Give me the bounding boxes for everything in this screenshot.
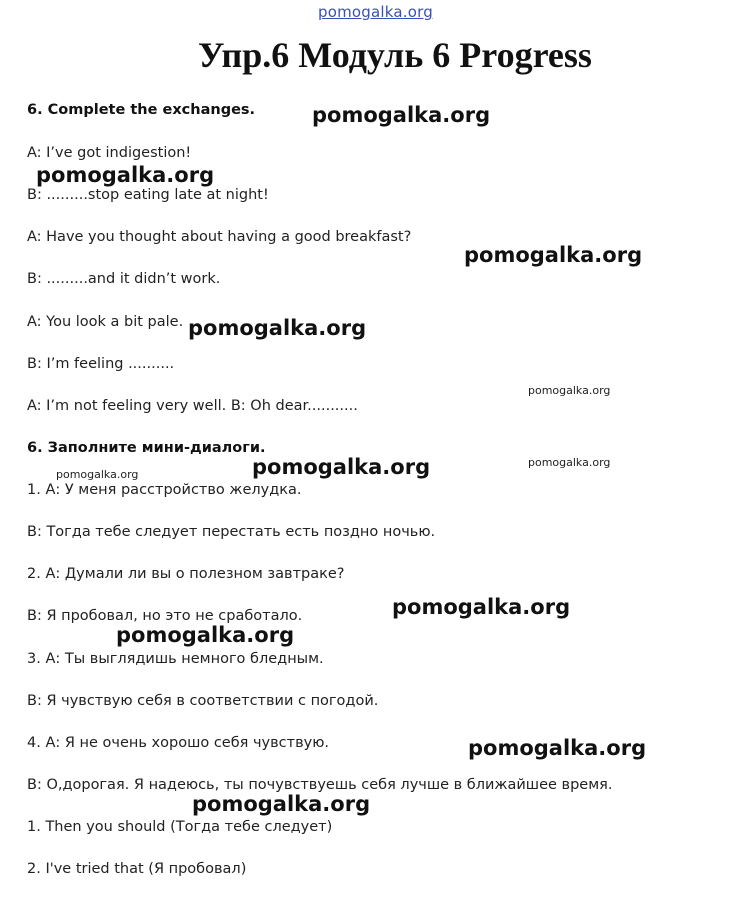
russian-line-3: 2. А: Думали ли вы о полезном завтраке? [27, 566, 345, 582]
russian-line-6: В: Я чувствую себя в соответствии с погодой. [27, 693, 379, 709]
english-line-7: A: I’m not feeling very well. B: Oh dear........... [27, 398, 358, 414]
watermark: pomogalka.org [192, 792, 371, 816]
english-line-3: A: Have you thought about having a good breakfast? [27, 229, 412, 245]
watermark: pomogalka.org [392, 595, 571, 619]
english-heading: 6. Complete the exchanges. [27, 102, 256, 118]
watermark: pomogalka.org [464, 243, 643, 267]
russian-line-5: 3. А: Ты выглядишь немного бледным. [27, 651, 324, 667]
watermark: pomogalka.org [56, 468, 139, 481]
watermark: pomogalka.org [468, 736, 647, 760]
watermark: pomogalka.org [528, 384, 611, 397]
russian-line-1: 1. А: У меня расстройство желудка. [27, 482, 302, 498]
answer-line-1: 1. Then you should (Тогда тебе следует) [27, 819, 333, 835]
english-line-4: B: .........and it didn’t work. [27, 271, 221, 287]
watermark: pomogalka.org [252, 455, 431, 479]
watermark: pomogalka.org [188, 316, 367, 340]
page-title: Упр.6 Модуль 6 Progress [198, 35, 592, 75]
russian-heading: 6. Заполните мини-диалоги. [27, 440, 266, 456]
site-link[interactable]: pomogalka.org [318, 3, 433, 21]
russian-line-4: В: Я пробовал, но это не сработало. [27, 608, 303, 624]
watermark: pomogalka.org [312, 103, 491, 127]
watermark: pomogalka.org [528, 456, 611, 469]
watermark: pomogalka.org [116, 623, 295, 647]
english-line-1: A: I’ve got indigestion! [27, 145, 192, 161]
answer-line-2: 2. I've tried that (Я пробовал) [27, 861, 247, 877]
english-line-2: B: .........stop eating late at night! [27, 187, 269, 203]
russian-line-7: 4. А: Я не очень хорошо себя чувствую. [27, 735, 330, 751]
english-line-6: B: I’m feeling .......... [27, 356, 175, 372]
russian-line-8: В: О,дорогая. Я надеюсь, ты почувствуешь себя лучше в ближайшее время. [27, 777, 613, 793]
watermark: pomogalka.org [36, 163, 215, 187]
russian-line-2: В: Тогда тебе следует перестать есть поздно ночью. [27, 524, 436, 540]
english-line-5: A: You look a bit pale. [27, 314, 184, 330]
